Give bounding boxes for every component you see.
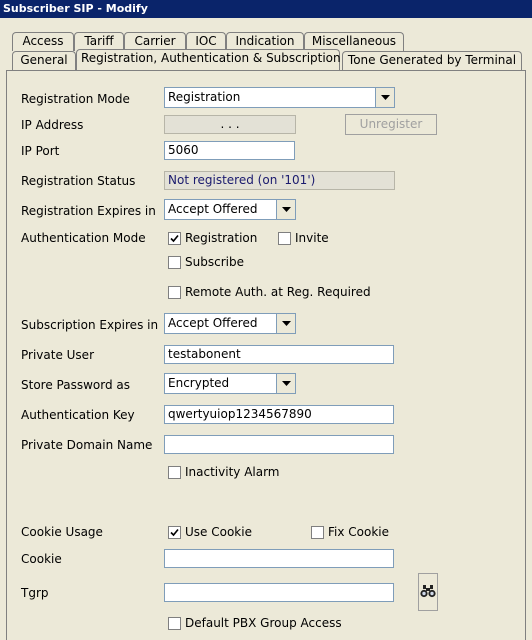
tab-access[interactable]: Access xyxy=(12,32,74,51)
subscribe-checkbox-label: Subscribe xyxy=(185,255,244,269)
checkbox-checked-icon xyxy=(168,526,181,539)
inactivity-alarm-label: Inactivity Alarm xyxy=(185,465,280,479)
registration-mode-value: Registration xyxy=(168,90,241,104)
tab-registration-authentication-subscription[interactable]: Registration, Authentication & Subscription xyxy=(76,49,340,70)
store-password-label: Store Password as xyxy=(21,378,131,392)
fix-cookie-label: Fix Cookie xyxy=(328,525,390,539)
store-password-select[interactable] xyxy=(164,373,296,394)
tgrp-field[interactable] xyxy=(164,583,394,602)
authentication-mode-label: Authentication Mode xyxy=(21,231,146,245)
remote-auth-checkbox[interactable] xyxy=(168,284,371,300)
private-domain-field[interactable] xyxy=(164,435,394,454)
ip-port-label: IP Port xyxy=(21,144,60,158)
registration-checkbox[interactable] xyxy=(168,230,257,246)
registration-checkbox-label: Registration xyxy=(185,231,258,245)
cookie-usage-label: Cookie Usage xyxy=(21,525,103,539)
tab-tariff[interactable]: Tariff xyxy=(74,32,124,51)
invite-checkbox[interactable] xyxy=(278,230,329,246)
registration-expires-value: Accept Offered xyxy=(168,202,258,216)
store-password-value: Encrypted xyxy=(168,376,230,390)
registration-mode-label: Registration Mode xyxy=(21,92,130,106)
checkbox-empty-icon xyxy=(278,232,291,245)
authentication-key-field[interactable]: qwertyuiop1234567890 xyxy=(164,405,394,424)
tgrp-search-button[interactable] xyxy=(418,573,438,611)
fix-cookie-checkbox[interactable] xyxy=(311,524,389,540)
remote-auth-checkbox-label: Remote Auth. at Reg. Required xyxy=(185,285,371,299)
registration-expires-select[interactable] xyxy=(164,199,296,220)
default-pbx-checkbox[interactable] xyxy=(168,615,342,631)
tab-general[interactable]: General xyxy=(12,51,76,70)
cookie-field[interactable] xyxy=(164,549,394,568)
authentication-key-label: Authentication Key xyxy=(21,408,135,422)
subscription-expires-select[interactable] xyxy=(164,313,296,334)
tgrp-label: Tgrp xyxy=(21,586,49,600)
default-pbx-label: Default PBX Group Access xyxy=(185,616,342,630)
binoculars-icon xyxy=(420,584,436,601)
tab-tone-generated-by-terminal[interactable]: Tone Generated by Terminal xyxy=(342,51,522,70)
chevron-down-icon[interactable] xyxy=(276,314,295,333)
chevron-down-icon[interactable] xyxy=(276,200,295,219)
use-cookie-checkbox[interactable] xyxy=(168,524,252,540)
subscribe-checkbox[interactable] xyxy=(168,254,244,270)
chevron-down-icon[interactable] xyxy=(375,88,394,107)
registration-status-label: Registration Status xyxy=(21,174,136,188)
inactivity-alarm-checkbox[interactable] xyxy=(168,464,280,480)
invite-checkbox-label: Invite xyxy=(295,231,329,245)
subscription-expires-label: Subscription Expires in xyxy=(21,318,159,332)
ip-port-field[interactable]: 5060 xyxy=(164,141,295,160)
registration-status-field: Not registered (on '101') xyxy=(164,171,395,190)
checkbox-empty-icon xyxy=(311,526,324,539)
subscription-expires-value: Accept Offered xyxy=(168,316,258,330)
checkbox-empty-icon xyxy=(168,256,181,269)
tab-ioc[interactable]: IOC xyxy=(186,32,226,51)
registration-expires-label: Registration Expires in xyxy=(21,204,156,218)
checkbox-checked-icon xyxy=(168,232,181,245)
tab-miscellaneous[interactable]: Miscellaneous xyxy=(304,32,404,51)
private-user-field[interactable]: testabonent xyxy=(164,345,394,364)
ip-address-label: IP Address xyxy=(21,118,84,132)
checkbox-empty-icon xyxy=(168,466,181,479)
unregister-button[interactable]: Unregister xyxy=(345,114,437,135)
registration-mode-select[interactable] xyxy=(164,87,395,108)
private-domain-label: Private Domain Name xyxy=(21,438,153,452)
cookie-label: Cookie xyxy=(21,552,62,566)
use-cookie-label: Use Cookie xyxy=(185,525,252,539)
tab-carrier[interactable]: Carrier xyxy=(124,32,186,51)
ip-address-field[interactable]: . . . xyxy=(164,115,296,134)
checkbox-empty-icon xyxy=(168,286,181,299)
tab-indication[interactable]: Indication xyxy=(226,32,304,51)
window-title: Subscriber SIP - Modify xyxy=(0,0,532,18)
chevron-down-icon[interactable] xyxy=(276,374,295,393)
private-user-label: Private User xyxy=(21,348,95,362)
